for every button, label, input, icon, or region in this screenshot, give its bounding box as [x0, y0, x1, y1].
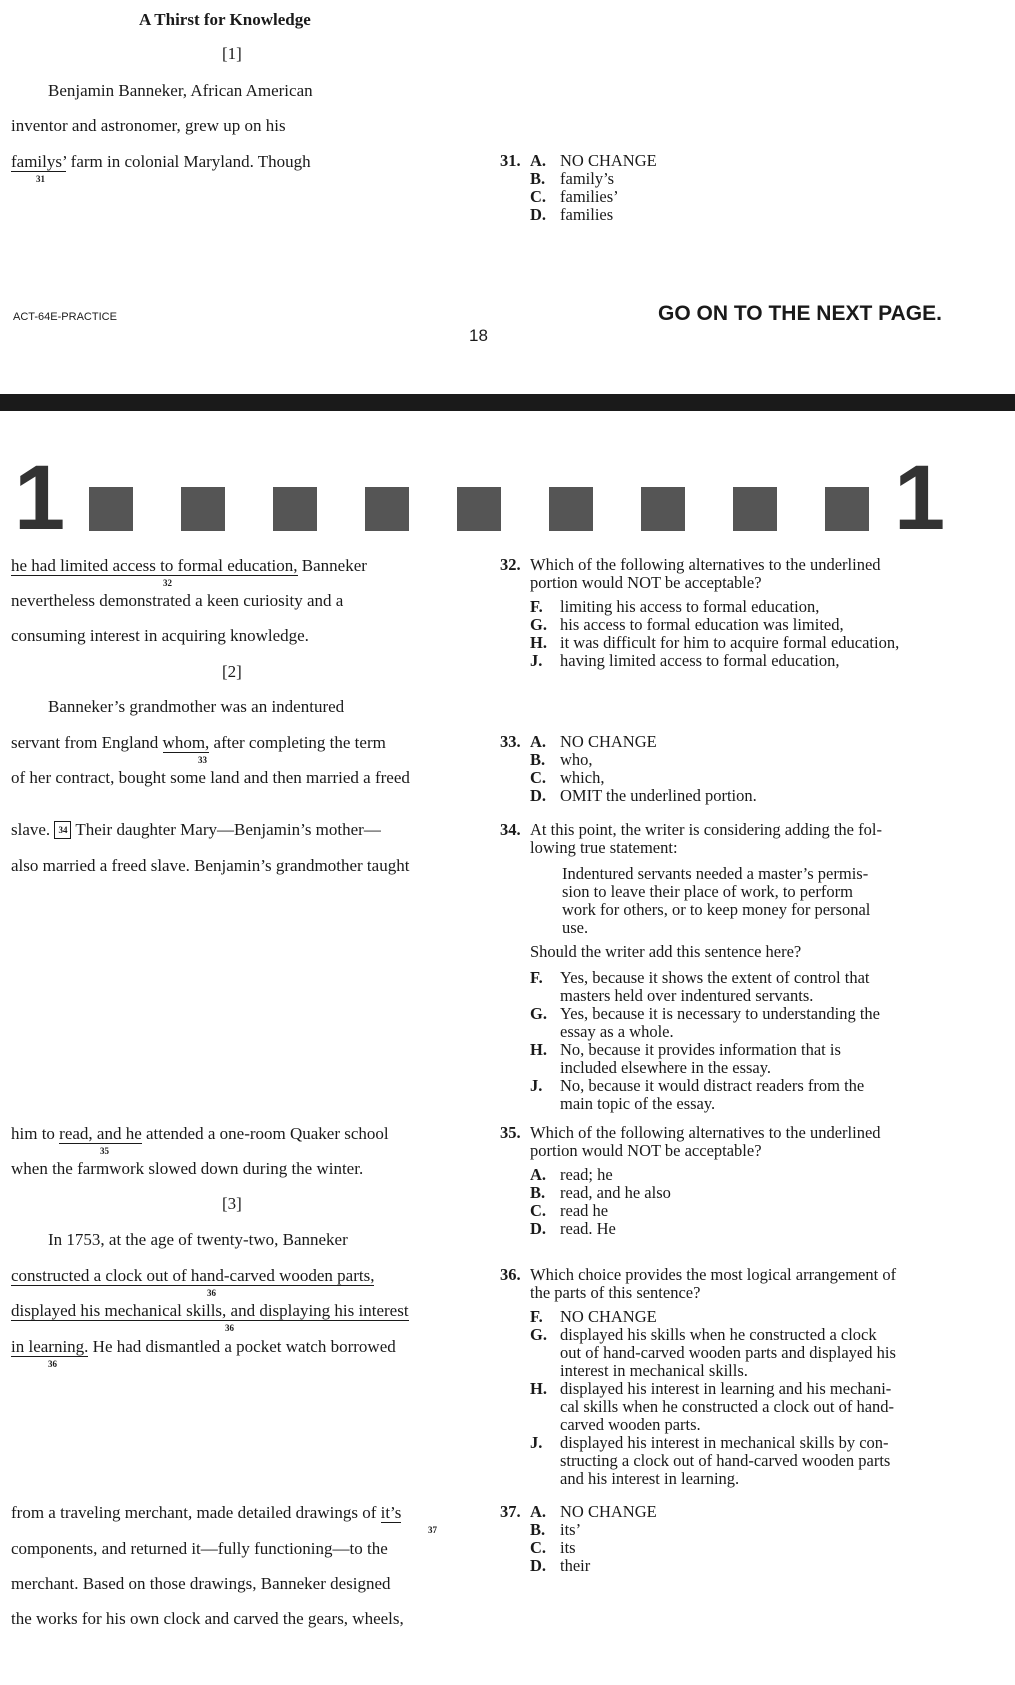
- option-b[interactable]: B. its’: [530, 1520, 582, 1539]
- underlined-portion-36[interactable]: constructed a clock out of hand-carved wooden parts,: [11, 1266, 375, 1285]
- question-marker-37: 37: [428, 1525, 437, 1535]
- option-j[interactable]: J. having limited access to formal education,: [530, 651, 840, 670]
- paragraph-label-2: [2]: [222, 662, 242, 681]
- section-square: [825, 487, 869, 531]
- section-square: [457, 487, 501, 531]
- underlined-portion-31[interactable]: familys’: [11, 152, 67, 171]
- option-d[interactable]: D. their: [530, 1556, 591, 1575]
- question-32: 32. Which of the following alternatives to the underlined portion would NOT be acceptable? F. limiting his access to formal education, G. his access to formal education was limited, H. it was difficult for him to acquire formal education, J. having limited access to formal education,: [500, 555, 900, 670]
- option-c[interactable]: C. which,: [530, 768, 605, 787]
- option-f[interactable]: F. limiting his access to formal education,: [530, 597, 820, 616]
- option-c[interactable]: C. families’: [530, 187, 619, 206]
- option-c[interactable]: C. its: [530, 1538, 576, 1557]
- option-b[interactable]: B. who,: [530, 750, 593, 769]
- question-marker-33: 33: [198, 755, 207, 765]
- passage-line: [11, 1266, 374, 1286]
- option-j[interactable]: J. No, because it would distract readers from the main topic of the essay.: [530, 1076, 865, 1113]
- underlined-portion-36[interactable]: in learning.: [11, 1337, 89, 1356]
- passage-line: In 1753, at the age of twenty-two, Banneker: [48, 1230, 348, 1249]
- question-marker-36: 36: [207, 1288, 216, 1298]
- section-square: [549, 487, 593, 531]
- page-number: 18: [469, 326, 488, 345]
- underlined-portion-32[interactable]: he had limited access to formal education,: [11, 556, 298, 575]
- question-marker-32: 32: [163, 578, 172, 588]
- passage-line: slave. 34 Their daughter Mary—Benjamin’s mother—: [11, 820, 381, 839]
- option-h[interactable]: H. it was difficult for him to acquire formal education,: [530, 633, 900, 652]
- page-separator-band: [0, 394, 1015, 411]
- question-37: 37. A. NO CHANGE B. its’ C. its D. their: [500, 1502, 657, 1575]
- question-31: 31. A. NO CHANGE B. family’s C. families’ D. families: [500, 151, 657, 224]
- option-a[interactable]: A. read; he: [530, 1165, 613, 1184]
- section-square: [641, 487, 685, 531]
- passage-line: of her contract, bought some land and then married a freed: [11, 768, 410, 787]
- section-square: [365, 487, 409, 531]
- passage-line: merchant. Based on those drawings, Banneker designed: [11, 1574, 391, 1593]
- passage-line: consuming interest in acquiring knowledge.: [11, 626, 309, 645]
- option-b[interactable]: B. read, and he also: [530, 1183, 671, 1202]
- go-on-next-page: GO ON TO THE NEXT PAGE.: [658, 302, 942, 325]
- paragraph-label-3: [3]: [222, 1194, 242, 1213]
- paragraph-label-1: [1]: [222, 44, 242, 63]
- passage-line: in learning. He had dismantled a pocket watch borrowed: [11, 1337, 396, 1356]
- option-h[interactable]: H. displayed his interest in learning and his mechani- cal skills when he constructed a clock out of hand- carved wooden parts.: [530, 1379, 895, 1434]
- section-square: [181, 487, 225, 531]
- section-number-right: 1: [894, 447, 946, 549]
- passage-line: [11, 1301, 409, 1321]
- option-d[interactable]: D. read. He: [530, 1219, 616, 1238]
- question-33: 33. A. NO CHANGE B. who, C. which, D. OMIT the underlined portion.: [500, 732, 757, 805]
- passage-line: inventor and astronomer, grew up on his: [11, 116, 286, 135]
- passage-line: the works for his own clock and carved the gears, wheels,: [11, 1609, 404, 1628]
- footer-form-code: ACT-64E-PRACTICE: [13, 311, 117, 323]
- option-d[interactable]: D. OMIT the underlined portion.: [530, 786, 757, 805]
- passage-line: he had limited access to formal education, Banneker: [11, 556, 367, 575]
- passage-line: components, and returned it—fully functioning—to the: [11, 1539, 388, 1558]
- underlined-portion-35[interactable]: read, and he: [59, 1124, 142, 1143]
- passage-line: Benjamin Banneker, African American: [48, 81, 313, 100]
- passage-line: servant from England whom, after completing the term: [11, 733, 386, 752]
- passage-line: Banneker’s grandmother was an indentured: [48, 697, 345, 716]
- passage-title: A Thirst for Knowledge: [139, 10, 311, 29]
- passage-line: also married a freed slave. Benjamin’s grandmother taught: [11, 856, 410, 875]
- section-square: [273, 487, 317, 531]
- quoted-statement: Indentured servants needed a master’s permis- sion to leave their place of work, to perform work for others, or to keep money for personal use.: [562, 864, 871, 937]
- section-number-left: 1: [14, 447, 66, 549]
- passage-line: from a traveling merchant, made detailed drawings of it’s: [11, 1503, 402, 1522]
- question-36: 36. Which choice provides the most logical arrangement of the parts of this sentence? F. NO CHANGE G. displayed his skills when he constructed a clock out of hand-carved wooden parts and displayed his interest in mechanical skills. H. displayed his interest in learning and his mechani- cal skills when he constructed a clock out of hand- carved wooden parts. J. displayed his interest in mechanical skills by con- structing a clock out of hand-carved wooden parts and his interest in learning.: [500, 1265, 897, 1488]
- question-marker-31: 31: [36, 174, 45, 184]
- option-f[interactable]: F. Yes, because it shows the extent of control that masters held over indentured servants.: [530, 968, 870, 1005]
- question-marker-36: 36: [48, 1359, 57, 1369]
- option-c[interactable]: C. read he: [530, 1201, 609, 1220]
- passage-line: familys’ farm in colonial Maryland. Though: [11, 152, 311, 171]
- section-square: [733, 487, 777, 531]
- option-b[interactable]: B. family’s: [530, 169, 615, 188]
- section-square: [89, 487, 133, 531]
- option-g[interactable]: G. displayed his skills when he constructed a clock out of hand-carved wooden parts and displayed his interest in mechanical skills.: [530, 1325, 896, 1380]
- question-marker-35: 35: [100, 1146, 109, 1156]
- question-marker-34[interactable]: 34: [54, 821, 71, 839]
- question-marker-36: 36: [225, 1323, 234, 1333]
- option-h[interactable]: H. No, because it provides information that is included elsewhere in the essay.: [530, 1040, 841, 1077]
- underlined-portion-33[interactable]: whom,: [162, 733, 210, 752]
- passage-line: when the farmwork slowed down during the winter.: [11, 1159, 364, 1178]
- underlined-portion-36[interactable]: displayed his mechanical skills, and displaying his interest: [11, 1301, 409, 1320]
- option-j[interactable]: J. displayed his interest in mechanical skills by con- structing a clock out of hand-carved wooden parts and his interest in learning.: [530, 1433, 891, 1488]
- option-g[interactable]: G. his access to formal education was limited,: [530, 615, 844, 634]
- option-f[interactable]: F. NO CHANGE: [530, 1307, 657, 1326]
- question-35: 35. Which of the following alternatives to the underlined portion would NOT be acceptable? A. read; he B. read, and he also C. read he D. read. He: [500, 1123, 881, 1238]
- underlined-portion-37[interactable]: it’s: [380, 1503, 402, 1522]
- question-34: 34. At this point, the writer is considering adding the fol- lowing true statement: Indentured servants needed a master’s permis- sion to leave their place of work, to perform work for others, or to keep money for personal use. Should the writer add this sentence here? F. Yes, because it shows the extent of control that masters held over indentured servants. G. Yes, because it is necessary to understanding the essay as a whole. H. No, because it provides information that is included elsewhere in the essay. J. No, because it would distract readers from the main topic of the essay.: [500, 820, 882, 1113]
- option-d[interactable]: D. families: [530, 205, 614, 224]
- option-g[interactable]: G. Yes, because it is necessary to understanding the essay as a whole.: [530, 1004, 881, 1041]
- passage-line: him to read, and he attended a one-room Quaker school: [11, 1124, 389, 1143]
- passage-line: nevertheless demonstrated a keen curiosity and a: [11, 591, 344, 610]
